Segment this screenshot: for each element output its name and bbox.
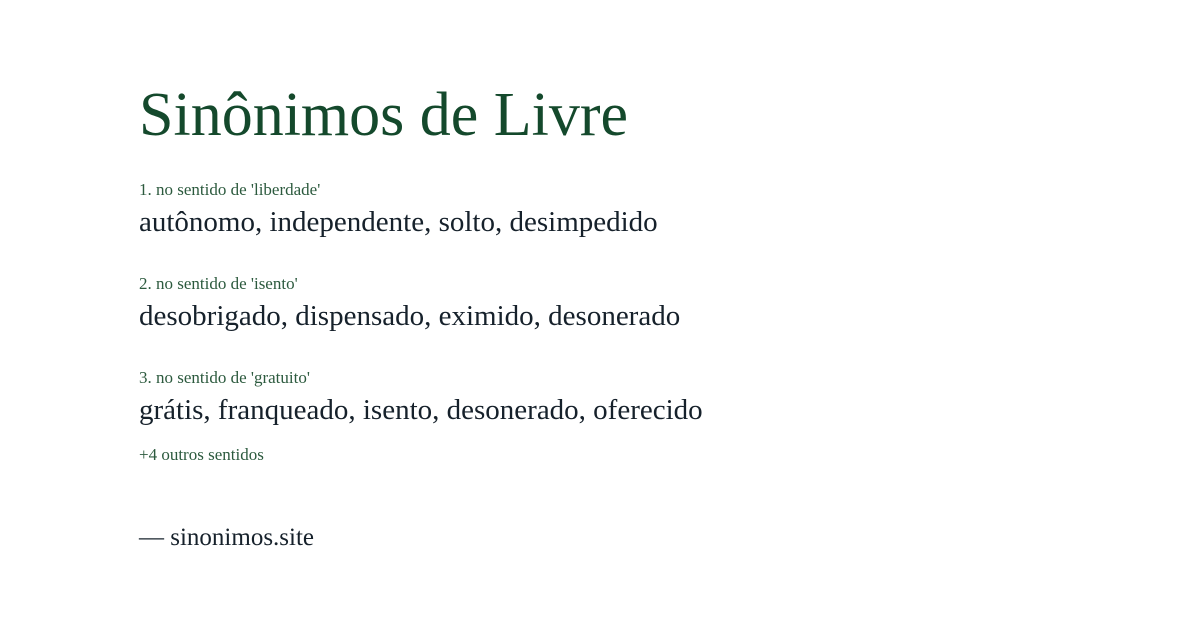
source-attribution: — sinonimos.site — [139, 524, 315, 551]
sense-label-1: 1. no sentido de 'liberdade' — [139, 180, 321, 199]
page-title: Sinônimos de Livre — [139, 81, 629, 149]
sense-entry-2 — [139, 272, 1139, 334]
sense-words-3: grátis, franqueado, isento, desonerado, oferecido — [139, 394, 703, 426]
sense-words-2: desobrigado, dispensado, eximido, desonerado — [139, 300, 681, 332]
more-senses-label: +4 outros sentidos — [139, 445, 264, 464]
sense-words-1: autônomo, independente, solto, desimpedido — [139, 206, 658, 238]
sense-entry-3 — [139, 366, 1139, 428]
sense-entry-1 — [139, 178, 1139, 240]
sense-label-3: 3. no sentido de 'gratuito' — [139, 368, 310, 387]
senses-list — [139, 178, 1139, 460]
sense-label-2: 2. no sentido de 'isento' — [139, 274, 298, 293]
